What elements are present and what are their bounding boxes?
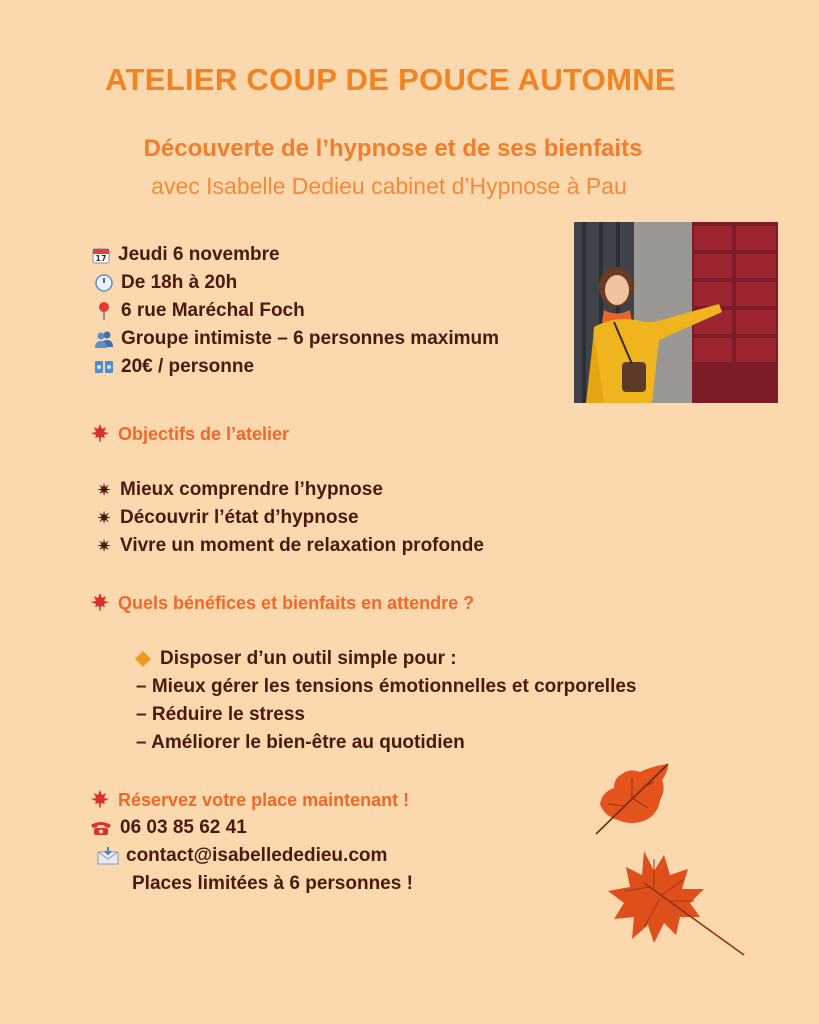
benefit-item: – Mieux gérer les tensions émotionnelles et corporelles <box>136 676 637 697</box>
maple-leaf-icon <box>90 789 112 811</box>
places-note: Places limitées à 6 personnes ! <box>132 873 413 894</box>
envelope-icon <box>96 845 120 867</box>
booking-title: Réservez votre place maintenant ! <box>118 789 410 810</box>
price-line <box>93 356 254 378</box>
email-line <box>96 845 387 867</box>
event-address: 6 rue Maréchal Foch <box>121 300 305 321</box>
event-time: De 18h à 20h <box>121 272 238 293</box>
group-line <box>93 328 499 350</box>
event-price: 20€ / personne <box>121 356 255 377</box>
page-title: ATELIER COUP DE POUCE AUTOMNE <box>105 62 676 97</box>
page-subtitle: Découverte de l’hypnose et de ses bienfaits <box>143 135 643 162</box>
event-date: Jeudi 6 novembre <box>118 244 280 265</box>
pin-icon <box>93 300 115 322</box>
email-address[interactable]: contact@isabellededieu.com <box>126 845 388 866</box>
money-icon <box>93 356 115 378</box>
objective-item: ✷ Mieux comprendre l’hypnose <box>96 479 383 500</box>
objectives-heading <box>90 423 289 445</box>
objective-item: ✷ Vivre un moment de relaxation profonde <box>96 535 484 556</box>
objective-item: ✷ Découvrir l’état d’hypnose <box>96 507 359 528</box>
clock-icon <box>93 272 115 294</box>
portrait-photo <box>574 222 778 403</box>
star-icon: ✷ <box>96 479 112 500</box>
benefit-item: – Réduire le stress <box>136 704 305 725</box>
diamond-icon <box>132 648 154 670</box>
maple-leaf-icon <box>90 423 112 445</box>
benefits-heading <box>90 592 474 614</box>
calendar-icon <box>90 244 112 266</box>
phone-line <box>88 817 247 839</box>
autumn-leaf-icon <box>604 847 749 964</box>
benefits-intro-line <box>132 648 457 670</box>
benefits-intro: Disposer d’un outil simple pour : <box>160 648 457 669</box>
date-line <box>90 244 280 266</box>
phone-number[interactable]: 06 03 85 62 41 <box>120 817 247 838</box>
autumn-leaf-icon <box>592 760 672 843</box>
benefits-title: Quels bénéfices et bienfaits en attendre ? <box>118 592 475 613</box>
address-line <box>93 300 305 322</box>
star-icon: ✷ <box>96 535 112 556</box>
telephone-icon <box>88 817 114 839</box>
maple-leaf-icon <box>90 592 112 614</box>
benefit-item: – Améliorer le bien-être au quotidien <box>136 732 465 753</box>
star-icon: ✷ <box>96 507 112 528</box>
time-line <box>93 272 237 294</box>
people-icon <box>93 328 115 350</box>
objectives-title: Objectifs de l’atelier <box>118 423 290 444</box>
page-subtitle-secondary: avec Isabelle Dedieu cabinet d’Hypnose à Pau <box>151 173 627 199</box>
svg-text:17: 17 <box>95 254 107 263</box>
booking-heading <box>90 789 409 811</box>
group-size: Groupe intimiste – 6 personnes maximum <box>121 328 499 349</box>
